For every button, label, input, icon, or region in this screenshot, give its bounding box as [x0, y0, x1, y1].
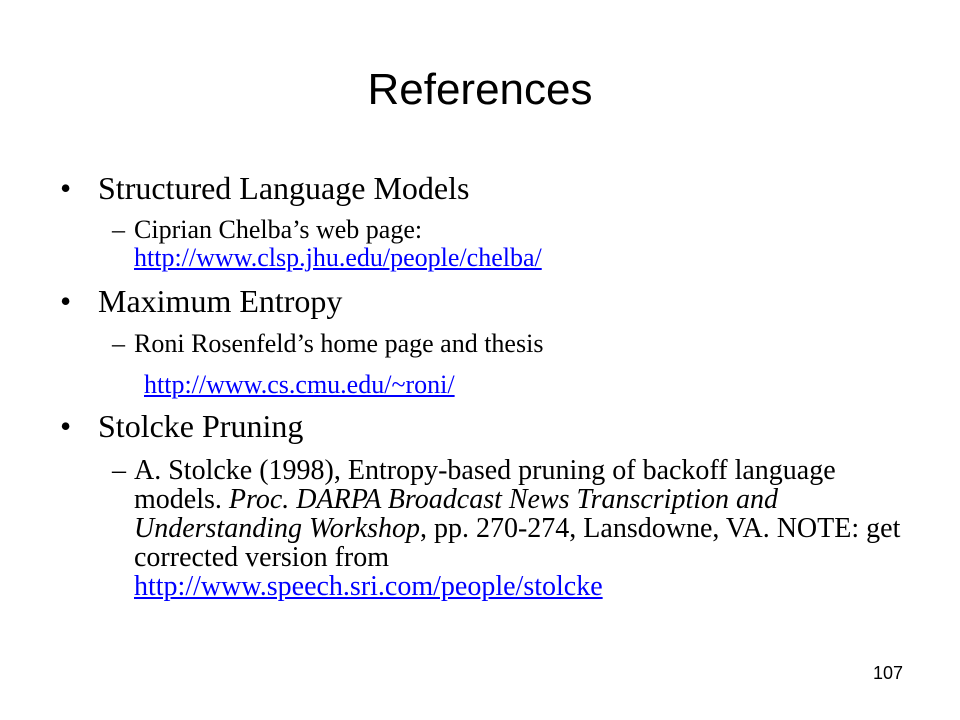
bullet-maximum-entropy — [60, 282, 342, 320]
bullet-dot: • — [60, 170, 72, 206]
bullet-heading: Stolcke Pruning — [98, 408, 304, 444]
reference-text-part1: A. Stolcke (1998), Entropy-based pruning of backoff language models. — [134, 455, 836, 515]
reference-stolcke — [112, 456, 902, 601]
bullet-structured-language-models — [60, 169, 469, 207]
rosenfeld-link-line — [144, 370, 455, 400]
slide-title: References — [367, 65, 593, 114]
bullet-dot: • — [60, 283, 72, 319]
reference-text: Ciprian Chelba’s web page: — [134, 215, 423, 244]
dash: – — [112, 329, 125, 358]
page-number: 107 — [872, 663, 903, 683]
reference-text-italic: Proc. DARPA Broadcast News Transcription and Understanding Workshop — [134, 484, 779, 544]
dash: – — [112, 215, 125, 244]
bullet-dot: • — [60, 408, 72, 444]
bullet-heading: Structured Language Models — [98, 170, 470, 206]
dash: – — [112, 455, 126, 486]
reference-chelba — [112, 216, 902, 272]
reference-text: Roni Rosenfeld’s home page and thesis — [134, 329, 544, 358]
chelba-link[interactable]: http://www.clsp.jhu.edu/people/chelba/ — [134, 243, 542, 272]
bullet-heading: Maximum Entropy — [98, 283, 343, 319]
rosenfeld-link[interactable]: http://www.cs.cmu.edu/~roni/ — [144, 370, 455, 399]
stolcke-link[interactable]: http://www.speech.sri.com/people/stolcke — [134, 571, 603, 602]
reference-rosenfeld — [112, 330, 902, 358]
bullet-stolcke-pruning — [60, 407, 303, 445]
reference-text-part2: , pp. 270-274, Lansdowne, VA. NOTE: get corrected version from — [134, 513, 901, 573]
